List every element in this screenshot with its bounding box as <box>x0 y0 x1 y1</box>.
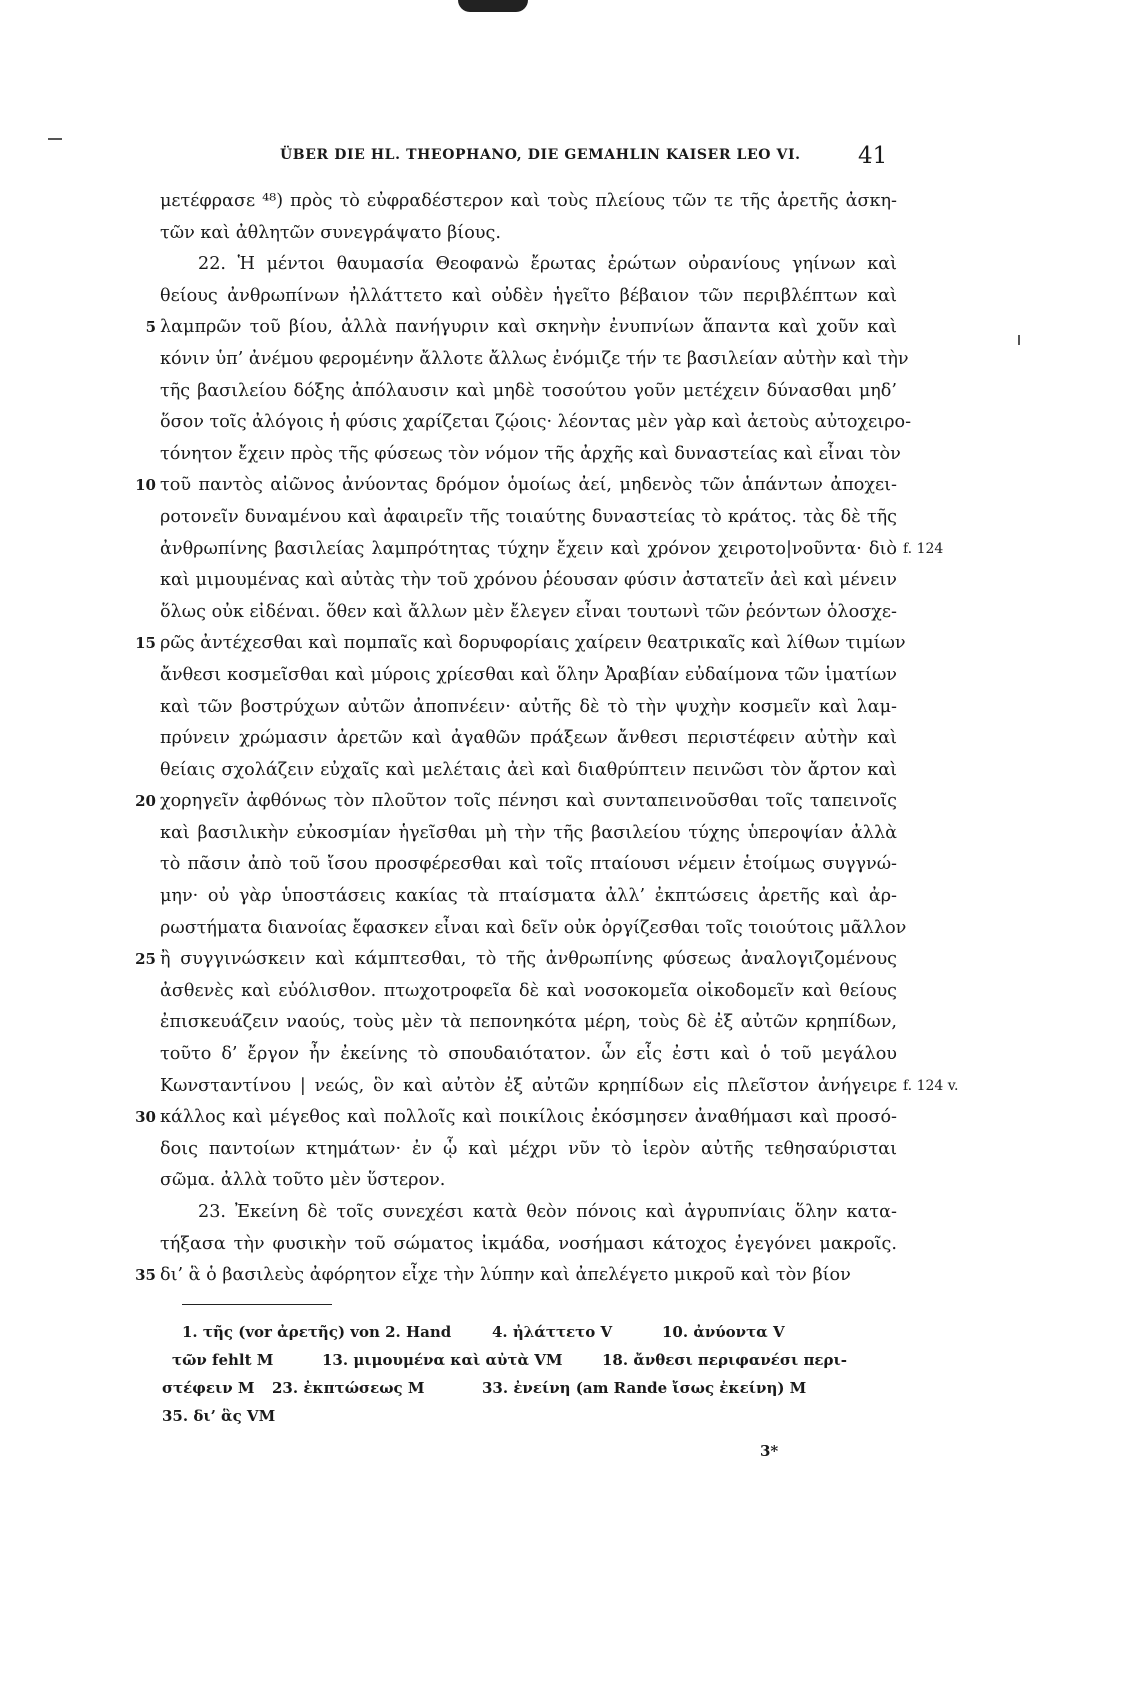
footnote-line <box>162 1374 902 1402</box>
text-line <box>140 755 1140 787</box>
line-text: δοις παντοίων κτημάτων· ἐν ᾧ καὶ μέχρι νῦν τὸ ἱερὸν αὐτῆς τεθησαύρισται <box>160 1138 897 1159</box>
line-text: ἢ συγγινώσκειν καὶ κάμπτεσθαι, τὸ τῆς ἀνθρωπίνης φύσεως ἀναλογιζομένους <box>160 949 897 970</box>
scan-mark <box>48 138 62 140</box>
folio-margin-note: f. 124 v. <box>903 1077 959 1094</box>
footnote-entry: 4. ἠλάττετο V <box>492 1323 613 1341</box>
line-text: κόνιν ὑπ’ ἀνέμου φερομένην ἄλλοτε ἄλλως ἐνόμιζε τήν τε βασιλείαν αὐτὴν καὶ τὴν <box>160 348 909 369</box>
line-text: ροτονεῖν δυναμένου καὶ ἀφαιρεῖν τῆς τοιαύτης δυναστείας τὸ κράτος. τὰς δὲ τῆς <box>160 506 897 527</box>
text-line <box>140 881 1140 913</box>
line-text: 23. Ἐκείνη δὲ τοῖς συνεχέσι κατὰ θεὸν πόνοις καὶ ἀγρυπνίαις ὅλην κατα- <box>198 1202 897 1222</box>
text-line <box>140 281 1140 313</box>
line-number: 10 <box>135 476 156 495</box>
text-line <box>140 1039 1140 1071</box>
line-text: ἄνθεσι κοσμεῖσθαι καὶ μύροις χρίεσθαι καὶ ὅλην Ἀραβίαν εὐδαίμονα τῶν ἱματίων <box>160 664 897 685</box>
footnote-line <box>172 1346 902 1374</box>
text-line <box>135 786 1140 818</box>
line-text: πρύνειν χρώμασιν ἀρετῶν καὶ ἀγαθῶν πράξεων ἄνθεσι περιστέφειν αὐτὴν καὶ <box>160 728 897 749</box>
line-text: χορηγεῖν ἀφθόνως τὸν πλοῦτον τοῖς πένησι καὶ συνταπεινοῦσθαι τοῖς ταπεινοῖς <box>160 791 897 812</box>
footnote-line <box>182 1318 902 1346</box>
line-number: 5 <box>145 318 156 337</box>
footnote-entry: τῶν fehlt M <box>172 1351 274 1369</box>
footnote-entry: 23. ἐκπτώσεως M <box>272 1379 425 1397</box>
text-line <box>140 439 1140 471</box>
page-number: 41 <box>858 143 888 169</box>
line-text: τοῦ παντὸς αἰῶνος ἀνύοντας δρόμον ὁμοίως ἀεί, μηδενὸς τῶν ἁπάντων ἀποχει- <box>160 475 897 496</box>
text-line <box>140 723 1140 755</box>
text-line <box>135 1102 1140 1134</box>
line-text: θείους ἀνθρωπίνων ἠλλάττετο καὶ οὐδὲν ἡγεῖτο βέβαιον τῶν περιβλέπτων καὶ <box>160 285 897 306</box>
footnote-entry: 10. ἀνύοντα V <box>662 1323 785 1341</box>
text-line <box>135 628 1140 660</box>
text-line <box>140 1197 1140 1229</box>
text-line <box>135 944 1140 976</box>
text-line <box>140 218 1140 250</box>
text-line <box>140 565 1140 597</box>
text-line <box>140 502 1140 534</box>
text-line <box>140 186 1140 218</box>
critical-apparatus <box>162 1318 902 1430</box>
footnote-line <box>162 1402 902 1430</box>
text-line <box>140 312 1140 344</box>
text-line <box>140 407 1140 439</box>
text-line <box>140 913 1140 945</box>
text-line <box>140 818 1140 850</box>
line-text: καὶ τῶν βοστρύχων αὐτῶν ἀποπνέειν· αὐτῆς δὲ τὸ τὴν ψυχὴν κοσμεῖν καὶ λαμ- <box>160 696 897 717</box>
text-line <box>140 534 1140 566</box>
folio-margin-note: f. 124 <box>903 540 944 557</box>
signature-mark: 3* <box>760 1442 779 1460</box>
line-text: λαμπρῶν τοῦ βίου, ἀλλὰ πανήγυριν καὶ σκηνὴν ἐνυπνίων ἅπαντα καὶ χοῦν καὶ <box>160 317 897 338</box>
text-line <box>140 1134 1140 1166</box>
text-line <box>140 1007 1140 1039</box>
footnote-entry: στέφειν M <box>162 1379 255 1397</box>
text-line <box>140 1165 1140 1197</box>
footnote-entry: 13. μιμουμένα καὶ αὐτὰ VM <box>322 1351 563 1369</box>
footnote-entry: 35. δι’ ἃς VM <box>162 1407 276 1425</box>
line-text: δι’ ἃ ὁ βασιλεὺς ἀφόρητον εἶχε τὴν λύπην καὶ ἀπελέγετο μικροῦ καὶ τὸν βίον <box>160 1265 851 1286</box>
line-text: ἀσθενὲς καὶ εὐόλισθον. πτωχοτροφεῖα δὲ καὶ νοσοκομεῖα οἰκοδομεῖν καὶ θείους <box>160 980 897 1001</box>
text-line <box>135 470 1140 502</box>
line-text: καὶ βασιλικὴν εὐκοσμίαν ἡγεῖσθαι μὴ τὴν τῆς βασιλείου τύχης ὑπεροψίαν ἀλλὰ <box>160 822 897 843</box>
text-line <box>140 597 1140 629</box>
line-text: ἐπισκευάζειν ναούς, τοὺς μὲν τὰ πεπονηκότα μέρη, τοὺς δὲ ἐξ αὐτῶν κρηπίδων, <box>160 1012 897 1033</box>
text-line <box>140 692 1140 724</box>
footnote-entry: 33. ἐνείνη (am Rande ἴσως ἐκείνη) M <box>482 1379 807 1397</box>
line-text: μετέφρασε ⁴⁸) πρὸς τὸ εὐφραδέστερον καὶ τοὺς πλείους τῶν τε τῆς ἀρετῆς ἀσκη- <box>160 191 897 211</box>
text-line <box>140 976 1140 1008</box>
text-line <box>140 376 1140 408</box>
line-text: ὅσον τοῖς ἀλόγοις ἡ φύσις χαρίζεται ζῴοις· λέοντας μὲν γὰρ καὶ ἀετοὺς αὐτοχειρο- <box>160 412 912 433</box>
line-text: ὅλως οὐκ εἰδέναι. ὅθεν καὶ ἄλλων μὲν ἔλεγεν εἶναι τουτωνὶ τῶν ῥεόντων ὁλοσχε- <box>160 601 897 622</box>
line-text: 22. Ἡ μέντοι θαυμασία Θεοφανὼ ἔρωτας ἐρώτων οὐρανίους γηίνων καὶ <box>198 254 897 275</box>
text-line <box>140 1229 1140 1261</box>
running-head-title: ÜBER DIE HL. THEOPHANO, DIE GEMAHLIN KAISER LEO VI. <box>280 147 801 163</box>
running-head <box>0 143 1140 173</box>
line-number: 25 <box>135 950 156 969</box>
line-text: ρῶς ἀντέχεσθαι καὶ πομπαῖς καὶ δορυφορίαις χαίρειν θεατρικαῖς καὶ λίθων τιμίων <box>160 633 906 654</box>
text-line <box>140 660 1140 692</box>
line-text: κάλλος καὶ μέγεθος καὶ πολλοῖς καὶ ποικίλοις ἐκόσμησεν ἀναθήμασι καὶ προσό- <box>160 1107 897 1128</box>
line-text: Κωνσταντίνου | νεώς, ὃν καὶ αὐτὸν ἐξ αὐτῶν κρηπίδων εἰς πλεῖστον ἀνήγειρε <box>160 1075 897 1096</box>
line-text: τῶν καὶ ἀθλητῶν συνεγράψατο βίους. <box>160 222 501 243</box>
line-number: 35 <box>135 1266 156 1285</box>
line-text: τήξασα τὴν φυσικὴν τοῦ σώματος ἰκμάδα, νοσήμασι κάτοχος ἐγεγόνει μακροῖς. <box>160 1233 897 1254</box>
footnote-rule <box>182 1304 332 1305</box>
line-text: θείαις σχολάζειν εὐχαῖς καὶ μελέταις ἀεὶ καὶ διαθρύπτειν πεινῶσι τὸν ἄρτον καὶ <box>160 759 897 780</box>
line-number: 15 <box>135 634 156 653</box>
main-text <box>135 186 1140 1292</box>
line-text: ἀνθρωπίνης βασιλείας λαμπρότητας τύχην ἔχειν καὶ χρόνον χειροτο|νοῦντα· διὸ <box>160 538 897 559</box>
text-line <box>140 249 1140 281</box>
line-number: 30 <box>135 1108 156 1127</box>
line-text: τῆς βασιλείου δόξης ἀπόλαυσιν καὶ μηδὲ τοσούτου γοῦν μετέχειν δύνασθαι μηδ’ <box>160 380 897 401</box>
line-text: τοῦτο δ’ ἔργον ἦν ἐκείνης τὸ σπουδαιότατον. ὧν εἷς ἐστι καὶ ὁ τοῦ μεγάλου <box>160 1044 897 1065</box>
footnote-entry: 18. ἄνθεσι περιφανέσι περι- <box>602 1351 848 1369</box>
line-text: τόνητον ἔχειν πρὸς τῆς φύσεως τὸν νόμον τῆς ἀρχῆς καὶ δυναστείας καὶ εἶναι τὸν <box>160 443 901 464</box>
ink-blot <box>458 0 528 12</box>
text-line <box>135 1260 1140 1292</box>
line-text: τὸ πᾶσιν ἀπὸ τοῦ ἴσου προσφέρεσθαι καὶ τοῖς πταίουσι νέμειν ἑτοίμως συγγνώ- <box>160 854 897 875</box>
line-number: 20 <box>135 792 156 811</box>
text-line <box>140 344 1140 376</box>
line-text: μην· οὐ γὰρ ὑποστάσεις κακίας τὰ πταίσματα ἀλλ’ ἐκπτώσεις ἀρετῆς καὶ ἀρ- <box>160 886 897 907</box>
line-text: ρωστήματα διανοίας ἔφασκεν εἶναι καὶ δεῖν οὐκ ὀργίζεσθαι τοῖς τοιούτοις μᾶλλον <box>160 917 907 938</box>
line-text: σῶμα. ἀλλὰ τοῦτο μὲν ὕστερον. <box>160 1170 446 1191</box>
footnote-entry: 1. τῆς (vor ἀρετῆς) von 2. Hand <box>182 1323 452 1341</box>
text-line <box>140 1071 1140 1103</box>
text-line <box>140 849 1140 881</box>
line-text: καὶ μιμουμένας καὶ αὐτὰς τὴν τοῦ χρόνου ῥέουσαν φύσιν ἀστατεῖν ἀεὶ καὶ μένειν <box>160 570 897 591</box>
